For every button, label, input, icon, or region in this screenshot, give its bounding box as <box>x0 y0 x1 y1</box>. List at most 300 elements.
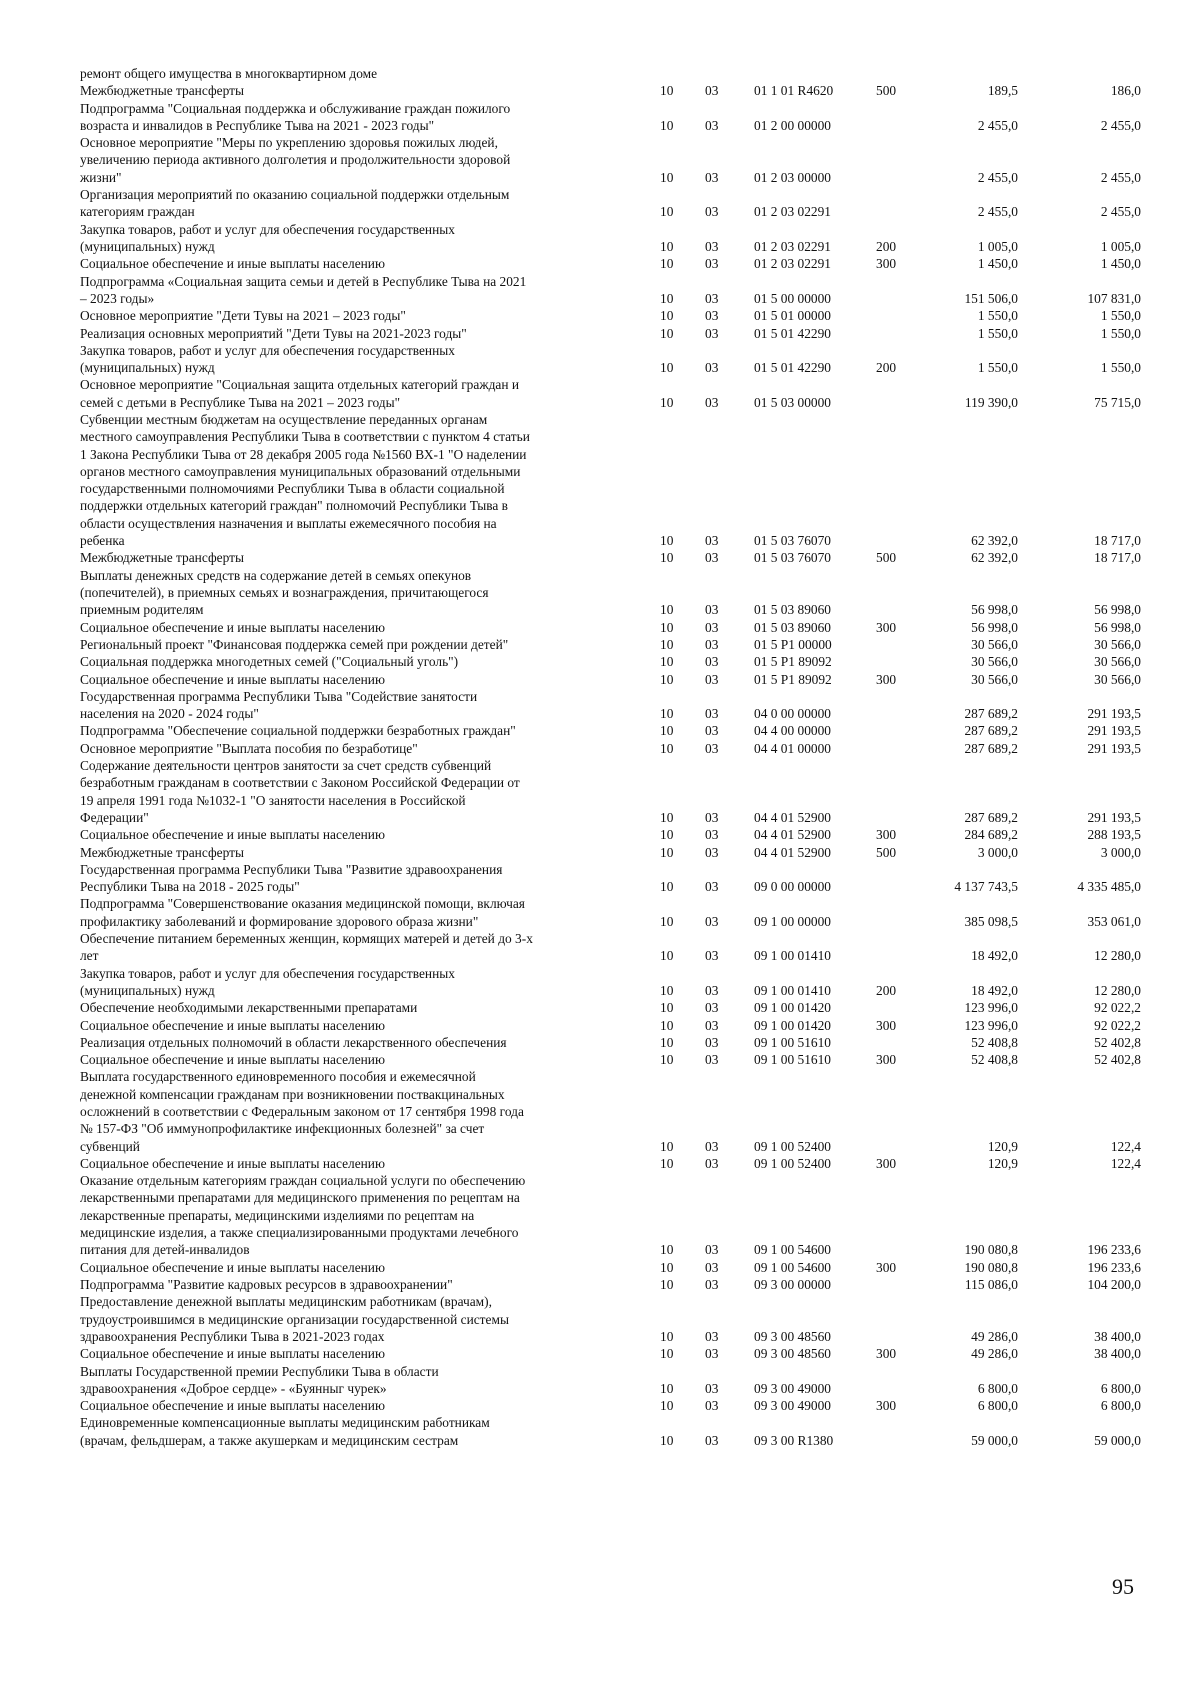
code-target-article: 01 5 03 89060 <box>754 619 831 635</box>
row-name: Закупка товаров, работ и услуг для обеспечения государственных (муниципальных) нужд <box>80 221 455 254</box>
amount-2023: 122,4 <box>1110 1155 1141 1171</box>
code-podrazdel: 03 <box>705 169 719 185</box>
code-razdel: 10 <box>660 1034 674 1050</box>
code-expense-type: 300 <box>876 1052 897 1068</box>
row-name: Обеспечение питанием беременных женщин, кормящих матерей и детей до 3-х лет <box>80 931 533 964</box>
code-target-article: 09 1 00 54600 <box>754 1242 831 1258</box>
code-razdel: 10 <box>660 290 674 306</box>
amount-2022: 1 550,0 <box>977 308 1018 324</box>
row-name: Подпрограмма «Социальная защита семьи и детей в Республике Тыва на 2021 – 2023 годы» <box>80 273 527 306</box>
table-row <box>0 636 1200 653</box>
amount-2022: 6 800,0 <box>977 1380 1018 1396</box>
row-name: Социальное обеспечение и иные выплаты населению <box>80 619 385 635</box>
amount-2022: 4 137 743,5 <box>954 879 1018 895</box>
code-target-article: 04 4 00 00000 <box>754 723 831 739</box>
code-razdel: 10 <box>660 533 674 549</box>
amount-2023: 18 717,0 <box>1094 550 1141 566</box>
row-name: Закупка товаров, работ и услуг для обеспечения государственных (муниципальных) нужд <box>80 965 455 998</box>
table-row <box>0 1017 1200 1034</box>
code-razdel: 10 <box>660 1242 674 1258</box>
table-row <box>0 1345 1200 1362</box>
amount-2022: 1 550,0 <box>977 360 1018 376</box>
code-podrazdel: 03 <box>705 1242 719 1258</box>
code-target-article: 09 3 00 48560 <box>754 1328 831 1344</box>
code-razdel: 10 <box>660 1432 674 1448</box>
code-razdel: 10 <box>660 325 674 341</box>
code-podrazdel: 03 <box>705 913 719 929</box>
amount-2023: 291 193,5 <box>1087 723 1141 739</box>
code-target-article: 09 1 00 52400 <box>754 1138 831 1154</box>
code-expense-type: 200 <box>876 238 897 254</box>
table-row <box>0 1276 1200 1293</box>
code-target-article: 01 5 03 89060 <box>754 602 831 618</box>
code-target-article: 01 2 03 02291 <box>754 204 831 220</box>
amount-2023: 122,4 <box>1110 1138 1141 1154</box>
code-podrazdel: 03 <box>705 827 719 843</box>
amount-2023: 107 831,0 <box>1087 290 1141 306</box>
table-row <box>0 722 1200 739</box>
row-name: Социальное обеспечение и иные выплаты населению <box>80 1052 385 1068</box>
code-target-article: 04 4 01 00000 <box>754 740 831 756</box>
amount-2022: 2 455,0 <box>977 117 1018 133</box>
amount-2022: 2 455,0 <box>977 169 1018 185</box>
page-number: 95 <box>1112 1574 1134 1599</box>
amount-2022: 120,9 <box>987 1155 1018 1171</box>
table-row <box>0 619 1200 636</box>
code-podrazdel: 03 <box>705 671 719 687</box>
code-razdel: 10 <box>660 982 674 998</box>
code-razdel: 10 <box>660 204 674 220</box>
code-razdel: 10 <box>660 1398 674 1414</box>
row-name: Выплаты денежных средств на содержание детей в семьях опекунов (попечителей), в приемных семьях и вознаграждения, причитающегося приемным родителям <box>80 567 489 618</box>
amount-2022: 30 566,0 <box>971 654 1018 670</box>
row-name: Социальное обеспечение и иные выплаты населению <box>80 827 385 843</box>
code-target-article: 04 4 01 52900 <box>754 827 831 843</box>
code-podrazdel: 03 <box>705 238 719 254</box>
table-row <box>0 1293 1200 1345</box>
code-podrazdel: 03 <box>705 360 719 376</box>
code-expense-type: 300 <box>876 619 897 635</box>
table-row <box>0 930 1200 965</box>
amount-2023: 2 455,0 <box>1100 169 1141 185</box>
code-podrazdel: 03 <box>705 1380 719 1396</box>
amount-2022: 287 689,2 <box>964 740 1018 756</box>
table-row <box>0 307 1200 324</box>
amount-2022: 115 086,0 <box>964 1277 1018 1292</box>
row-name: Закупка товаров, работ и услуг для обеспечения государственных (муниципальных) нужд <box>80 342 455 376</box>
code-podrazdel: 03 <box>705 1277 719 1292</box>
table-row <box>0 134 1200 186</box>
code-razdel: 10 <box>660 879 674 895</box>
code-target-article: 09 1 00 54600 <box>754 1259 831 1275</box>
code-expense-type: 500 <box>876 550 897 566</box>
row-name: Обеспечение необходимыми лекарственными препаратами <box>80 1000 418 1016</box>
code-podrazdel: 03 <box>705 1155 719 1171</box>
table-row <box>0 740 1200 757</box>
row-name: Единовременные компенсационные выплаты медицинским работникам (врачам, фельдшерам, а также акушеркам и медицинским сестрам <box>80 1415 490 1448</box>
code-podrazdel: 03 <box>705 809 719 825</box>
amount-2023: 2 455,0 <box>1100 204 1141 220</box>
row-name: ремонт общего имущества в многоквартирном доме Межбюджетные трансферты <box>80 66 378 99</box>
amount-2023: 1 550,0 <box>1100 325 1141 341</box>
code-target-article: 01 5 P1 89092 <box>754 671 832 687</box>
amount-2023: 38 400,0 <box>1094 1328 1141 1344</box>
row-name: Социальная поддержка многодетных семей ("Социальный уголь") <box>80 654 459 670</box>
code-podrazdel: 03 <box>705 533 719 549</box>
row-name: Государственная программа Республики Тыва "Содействие занятости населения на 2020 - 2024 годы" <box>80 688 478 722</box>
code-razdel: 10 <box>660 671 674 687</box>
amount-2023: 56 998,0 <box>1094 602 1141 618</box>
code-podrazdel: 03 <box>705 1138 719 1154</box>
row-name: Региональный проект "Финансовая поддержка семей при рождении детей" <box>80 636 509 652</box>
code-target-article: 01 2 03 02291 <box>754 238 831 254</box>
code-target-article: 09 3 00 00000 <box>754 1277 831 1292</box>
code-razdel: 10 <box>660 827 674 843</box>
code-expense-type: 300 <box>876 1398 897 1414</box>
amount-2023: 38 400,0 <box>1094 1346 1141 1362</box>
code-podrazdel: 03 <box>705 1432 719 1448</box>
code-podrazdel: 03 <box>705 602 719 618</box>
code-razdel: 10 <box>660 550 674 566</box>
code-target-article: 01 5 01 00000 <box>754 308 831 324</box>
code-expense-type: 200 <box>876 360 897 376</box>
amount-2023: 6 800,0 <box>1100 1398 1141 1414</box>
amount-2022: 190 080,8 <box>964 1242 1018 1258</box>
table-row <box>0 653 1200 670</box>
row-name: Социальное обеспечение и иные выплаты населению <box>80 671 385 687</box>
amount-2023: 3 000,0 <box>1100 844 1141 860</box>
code-expense-type: 300 <box>876 256 897 272</box>
code-podrazdel: 03 <box>705 83 719 99</box>
code-target-article: 09 1 00 00000 <box>754 913 831 929</box>
table-row <box>0 1414 1200 1449</box>
row-name: Реализация отдельных полномочий в области лекарственного обеспечения <box>80 1034 507 1050</box>
amount-2022: 287 689,2 <box>964 723 1018 739</box>
code-razdel: 10 <box>660 706 674 722</box>
amount-2023: 30 566,0 <box>1094 654 1141 670</box>
amount-2023: 1 005,0 <box>1100 238 1141 254</box>
table-row <box>0 1259 1200 1276</box>
amount-2022: 287 689,2 <box>964 706 1018 722</box>
code-expense-type: 300 <box>876 1346 897 1362</box>
code-expense-type: 200 <box>876 982 897 998</box>
table-row <box>0 1155 1200 1172</box>
code-razdel: 10 <box>660 1328 674 1344</box>
code-razdel: 10 <box>660 1000 674 1016</box>
amount-2023: 291 193,5 <box>1087 809 1141 825</box>
code-razdel: 10 <box>660 1259 674 1275</box>
row-name: Социальное обеспечение и иные выплаты населению <box>80 1155 385 1171</box>
amount-2023: 52 402,8 <box>1094 1034 1141 1050</box>
table-row <box>0 895 1200 930</box>
table-row <box>0 376 1200 411</box>
code-target-article: 09 3 00 48560 <box>754 1346 831 1362</box>
row-name: Социальное обеспечение и иные выплаты населению <box>80 1346 385 1362</box>
code-podrazdel: 03 <box>705 308 719 324</box>
row-name: Подпрограмма "Развитие кадровых ресурсов в здравоохранении" <box>80 1277 453 1292</box>
row-name: Реализация основных мероприятий "Дети Тувы на 2021-2023 годы" <box>80 325 467 341</box>
amount-2022: 62 392,0 <box>971 550 1018 566</box>
amount-2022: 385 098,5 <box>964 913 1018 929</box>
code-razdel: 10 <box>660 740 674 756</box>
amount-2023: 1 550,0 <box>1100 360 1141 376</box>
row-name: Основное мероприятие "Выплата пособия по безработице" <box>80 740 418 756</box>
amount-2023: 12 280,0 <box>1094 948 1141 964</box>
amount-2023: 12 280,0 <box>1094 982 1141 998</box>
amount-2022: 123 996,0 <box>964 1017 1018 1033</box>
amount-2022: 1 450,0 <box>977 256 1018 272</box>
code-podrazdel: 03 <box>705 879 719 895</box>
code-target-article: 01 1 01 R4620 <box>754 83 834 99</box>
row-name: Социальное обеспечение и иные выплаты населению <box>80 256 385 272</box>
row-name: Социальное обеспечение и иные выплаты населению <box>80 1017 385 1033</box>
row-name: Субвенции местным бюджетам на осуществление переданных органам местного самоуправления Республики Тыва в соответствии с пунктом 4 статьи 1 Закона Республики Тыва от 28 декабря 2005 года №1560 ВХ-1 "О наделении органов местного самоуправления муниципальных образований отдельными государственными полномочиями Республики Тыва в области социальной поддержки отдельных категорий граждан" полномочий Республики Тыва в области осуществления назначения и выплаты ежемесячного пособия на ребенка <box>80 412 530 549</box>
table-row <box>0 999 1200 1016</box>
amount-2022: 52 408,8 <box>971 1034 1018 1050</box>
table-row <box>0 688 1200 723</box>
code-target-article: 09 3 00 R1380 <box>754 1432 834 1448</box>
code-target-article: 09 3 00 49000 <box>754 1380 831 1396</box>
amount-2022: 3 000,0 <box>977 844 1018 860</box>
code-expense-type: 300 <box>876 1259 897 1275</box>
amount-2023: 353 061,0 <box>1087 913 1141 929</box>
table-row <box>0 861 1200 896</box>
code-target-article: 01 5 03 76070 <box>754 550 831 566</box>
amount-2023: 92 022,2 <box>1094 1000 1141 1016</box>
code-podrazdel: 03 <box>705 1052 719 1068</box>
code-target-article: 01 5 P1 00000 <box>754 636 832 652</box>
code-expense-type: 300 <box>876 827 897 843</box>
code-podrazdel: 03 <box>705 1000 719 1016</box>
amount-2023: 2 455,0 <box>1100 117 1141 133</box>
code-podrazdel: 03 <box>705 1034 719 1050</box>
code-podrazdel: 03 <box>705 394 719 410</box>
code-target-article: 01 5 03 76070 <box>754 533 831 549</box>
row-name: Основное мероприятие "Социальная защита отдельных категорий граждан и семей с детьми в Республике Тыва на 2021 – 2023 годы" <box>80 377 520 410</box>
row-name: Предоставление денежной выплаты медицинским работникам (врачам), трудоустроившимся в медицинские организации государственной системы здравоохранения Республики Тыва в 2021-2023 годах <box>80 1294 509 1344</box>
code-expense-type: 300 <box>876 1017 897 1033</box>
amount-2022: 18 492,0 <box>971 948 1018 964</box>
amount-2023: 291 193,5 <box>1087 706 1141 722</box>
amount-2022: 52 408,8 <box>971 1052 1018 1068</box>
code-target-article: 09 1 00 01420 <box>754 1000 831 1016</box>
code-podrazdel: 03 <box>705 1259 719 1275</box>
amount-2023: 92 022,2 <box>1094 1017 1141 1033</box>
code-target-article: 04 4 01 52900 <box>754 809 831 825</box>
code-razdel: 10 <box>660 619 674 635</box>
amount-2023: 196 233,6 <box>1087 1242 1141 1258</box>
code-podrazdel: 03 <box>705 706 719 722</box>
table-row <box>0 342 1200 377</box>
table-row <box>0 65 1200 100</box>
code-podrazdel: 03 <box>705 636 719 652</box>
code-target-article: 09 1 00 01410 <box>754 948 831 964</box>
code-podrazdel: 03 <box>705 982 719 998</box>
code-podrazdel: 03 <box>705 1328 719 1344</box>
amount-2022: 123 996,0 <box>964 1000 1018 1016</box>
code-razdel: 10 <box>660 1138 674 1154</box>
amount-2023: 288 193,5 <box>1087 827 1141 843</box>
table-row <box>0 1397 1200 1414</box>
code-target-article: 01 5 01 42290 <box>754 325 831 341</box>
code-podrazdel: 03 <box>705 948 719 964</box>
amount-2022: 30 566,0 <box>971 671 1018 687</box>
code-razdel: 10 <box>660 360 674 376</box>
amount-2022: 1 005,0 <box>977 238 1018 254</box>
code-target-article: 09 1 00 52400 <box>754 1155 831 1171</box>
code-razdel: 10 <box>660 1017 674 1033</box>
code-razdel: 10 <box>660 654 674 670</box>
code-razdel: 10 <box>660 117 674 133</box>
code-podrazdel: 03 <box>705 117 719 133</box>
code-podrazdel: 03 <box>705 844 719 860</box>
code-podrazdel: 03 <box>705 290 719 306</box>
table-row <box>0 757 1200 826</box>
code-target-article: 01 2 03 02291 <box>754 256 831 272</box>
code-razdel: 10 <box>660 308 674 324</box>
row-name: Оказание отдельным категориям граждан социальной услуги по обеспечению лекарственными препаратами для медицинского применения по рецептам на лекарственные препараты, медицинскими изделиями по рецептам на медицинские изделия, а также специализированными продуктами лечебного питания для детей-инвалидов <box>80 1173 526 1258</box>
code-razdel: 10 <box>660 913 674 929</box>
amount-2023: 291 193,5 <box>1087 740 1141 756</box>
code-target-article: 04 4 01 52900 <box>754 844 831 860</box>
code-razdel: 10 <box>660 394 674 410</box>
row-name: Межбюджетные трансферты <box>80 844 244 860</box>
code-expense-type: 300 <box>876 1155 897 1171</box>
amount-2022: 1 550,0 <box>977 325 1018 341</box>
amount-2022: 284 689,2 <box>964 827 1018 843</box>
table-row <box>0 826 1200 843</box>
row-name: Выплата государственного единовременного пособия и ежемесячной денежной компенсации гражданам при возникновении поствакцинальных осложнений в соответствии с Федеральным законом от 17 сентября 1998 года № 157-ФЗ "Об иммунопрофилактике инфекционных болезней" за счет субвенций <box>80 1069 524 1154</box>
table-row <box>0 325 1200 342</box>
code-razdel: 10 <box>660 1277 674 1292</box>
amount-2022: 189,5 <box>987 83 1018 99</box>
code-razdel: 10 <box>660 1380 674 1396</box>
row-name: Подпрограмма "Социальная поддержка и обслуживание граждан пожилого возраста и инвалидов в Республике Тыва на 2021 - 2023 годы" <box>80 100 511 133</box>
code-razdel: 10 <box>660 1052 674 1068</box>
table-row <box>0 1051 1200 1068</box>
amount-2023: 186,0 <box>1110 83 1141 99</box>
row-name: Выплаты Государственной премии Республики Тыва в области здравоохранения «Доброе сердце» - «Буянныг чурек» <box>80 1363 439 1396</box>
amount-2023: 1 550,0 <box>1100 308 1141 324</box>
amount-2022: 287 689,2 <box>964 809 1018 825</box>
code-razdel: 10 <box>660 602 674 618</box>
code-podrazdel: 03 <box>705 654 719 670</box>
table-row <box>0 1172 1200 1259</box>
table-row <box>0 221 1200 256</box>
table-row <box>0 844 1200 861</box>
code-podrazdel: 03 <box>705 1017 719 1033</box>
amount-2023: 56 998,0 <box>1094 619 1141 635</box>
code-target-article: 01 5 01 42290 <box>754 360 831 376</box>
row-name: Основное мероприятие "Меры по укреплению здоровья пожилых людей, увеличению периода активного долголетия и продолжительности здоровой жизни" <box>80 135 511 185</box>
code-podrazdel: 03 <box>705 740 719 756</box>
code-target-article: 09 0 00 00000 <box>754 879 831 895</box>
code-target-article: 01 5 P1 89092 <box>754 654 832 670</box>
row-name: Социальное обеспечение и иные выплаты населению <box>80 1259 385 1275</box>
code-podrazdel: 03 <box>705 550 719 566</box>
code-razdel: 10 <box>660 723 674 739</box>
code-razdel: 10 <box>660 948 674 964</box>
code-razdel: 10 <box>660 844 674 860</box>
code-razdel: 10 <box>660 809 674 825</box>
table-row <box>0 1363 1200 1398</box>
amount-2023: 75 715,0 <box>1094 394 1141 410</box>
amount-2023: 59 000,0 <box>1094 1432 1141 1448</box>
code-razdel: 10 <box>660 169 674 185</box>
code-expense-type: 500 <box>876 83 897 99</box>
code-podrazdel: 03 <box>705 1346 719 1362</box>
table-row <box>0 1068 1200 1155</box>
table-row <box>0 255 1200 272</box>
amount-2022: 30 566,0 <box>971 636 1018 652</box>
amount-2022: 119 390,0 <box>964 394 1018 410</box>
amount-2022: 18 492,0 <box>971 982 1018 998</box>
code-podrazdel: 03 <box>705 256 719 272</box>
row-name: Содержание деятельности центров занятости за счет средств субвенций безработным гражданам в соответствии с Законом Российской Федерации от 19 апреля 1991 года №1032-1 "О занятости населения в Российской Федерации" <box>80 758 520 825</box>
table-row <box>0 1034 1200 1051</box>
amount-2023: 52 402,8 <box>1094 1052 1141 1068</box>
code-razdel: 10 <box>660 238 674 254</box>
code-razdel: 10 <box>660 1346 674 1362</box>
table-row <box>0 965 1200 1000</box>
code-target-article: 01 5 00 00000 <box>754 290 831 306</box>
amount-2022: 49 286,0 <box>971 1328 1018 1344</box>
amount-2022: 62 392,0 <box>971 533 1018 549</box>
amount-2022: 2 455,0 <box>977 204 1018 220</box>
code-expense-type: 500 <box>876 844 897 860</box>
amount-2023: 196 233,6 <box>1087 1259 1141 1275</box>
amount-2023: 4 335 485,0 <box>1077 879 1141 895</box>
code-target-article: 01 5 03 00000 <box>754 394 831 410</box>
code-target-article: 09 1 00 01420 <box>754 1017 831 1033</box>
table-row <box>0 100 1200 135</box>
code-expense-type: 300 <box>876 671 897 687</box>
row-name: Государственная программа Республики Тыва "Развитие здравоохранения Республики Тыва на 2018 - 2025 годы" <box>80 861 503 895</box>
code-podrazdel: 03 <box>705 325 719 341</box>
table-row <box>0 273 1200 308</box>
code-razdel: 10 <box>660 636 674 652</box>
table-row <box>0 411 1200 549</box>
table-row <box>0 567 1200 619</box>
amount-2022: 56 998,0 <box>971 619 1018 635</box>
amount-2023: 30 566,0 <box>1094 636 1141 652</box>
amount-2022: 190 080,8 <box>964 1259 1018 1275</box>
code-target-article: 09 3 00 49000 <box>754 1398 831 1414</box>
amount-2022: 151 506,0 <box>964 290 1018 306</box>
amount-2023: 18 717,0 <box>1094 533 1141 549</box>
code-target-article: 04 0 00 00000 <box>754 706 831 722</box>
amount-2023: 6 800,0 <box>1100 1380 1141 1396</box>
amount-2023: 1 450,0 <box>1100 256 1141 272</box>
code-target-article: 09 1 00 51610 <box>754 1034 831 1050</box>
amount-2022: 120,9 <box>987 1138 1018 1154</box>
code-target-article: 09 1 00 01410 <box>754 982 831 998</box>
row-name: Основное мероприятие "Дети Тувы на 2021 – 2023 годы" <box>80 308 406 324</box>
table-row <box>0 186 1200 221</box>
amount-2022: 6 800,0 <box>977 1398 1018 1414</box>
row-name: Организация мероприятий по оказанию социальной поддержки отдельным категориям граждан <box>80 187 510 220</box>
table-row <box>0 549 1200 566</box>
code-razdel: 10 <box>660 83 674 99</box>
code-podrazdel: 03 <box>705 723 719 739</box>
table-row <box>0 671 1200 688</box>
row-name: Подпрограмма "Обеспечение социальной поддержки безработных граждан" <box>80 723 516 739</box>
code-podrazdel: 03 <box>705 619 719 635</box>
row-name: Социальное обеспечение и иные выплаты населению <box>80 1398 385 1414</box>
code-podrazdel: 03 <box>705 204 719 220</box>
amount-2022: 49 286,0 <box>971 1346 1018 1362</box>
code-target-article: 09 1 00 51610 <box>754 1052 831 1068</box>
